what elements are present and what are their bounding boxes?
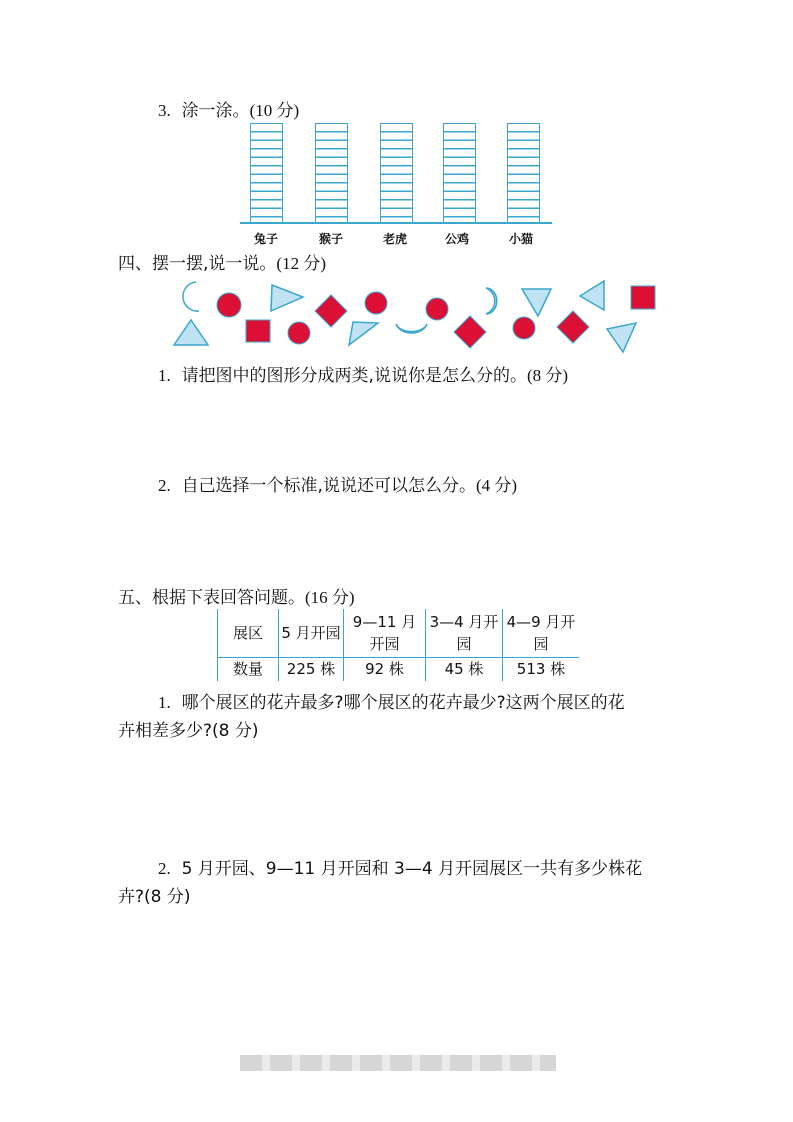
crescent-shape [396,324,427,333]
s5q1-line2: 卉相差多少?(8 分) [118,721,259,741]
circle-shape [426,298,448,320]
blurred-footer-watermark [240,1055,556,1071]
s4q2-score: (4 分) [475,476,518,495]
s5q2-number: 2. [158,859,171,878]
table-cell: 数量 [218,657,279,681]
table-cell: 225 株 [279,657,344,681]
s4q1-score: (8 分) [526,366,569,385]
circle-shape [288,322,310,344]
shapes-figure [0,0,793,370]
square-shape [246,320,270,342]
chart-label: 公鸡 [445,232,470,246]
table-cell: 45 株 [426,657,503,681]
chart-label: 小猫 [509,232,534,246]
diamond-shape [315,295,347,327]
chart-label: 猴子 [319,232,344,246]
triangle-shape [271,285,303,311]
s4-question2 [158,475,517,497]
table-header-row [218,609,580,657]
table-row [218,657,580,681]
triangle-shape [174,320,208,345]
s4-question1 [158,365,568,387]
s5q1-line1: 哪个展区的花卉最多?哪个展区的花卉最少?这两个展区的花 [181,693,625,713]
crescent-shape [183,282,199,311]
s5q2-line2: 卉?(8 分) [118,887,191,907]
square-shape [631,286,655,309]
s5-question1 [118,689,625,745]
circle-shape [513,317,535,339]
s4q2-text: 自己选择一个标准,说说还可以怎么分。 [181,476,476,496]
s5q1-number: 1. [158,693,171,712]
diamond-shape [557,311,589,343]
section5-title: 五、根据下表回答问题。 [118,588,305,608]
s4q2-number: 2. [158,476,171,495]
table-cell: 4—9 月开园 [503,609,580,657]
section4-title: 四、摆一摆,说一说。 [118,254,277,274]
triangle-shape [607,323,636,352]
triangle-shape [580,281,604,310]
s4q1-text: 请把图中的图形分成两类,说说你是怎么分的。 [181,366,527,386]
flower-table [217,609,579,681]
circle-shape [365,292,387,314]
diamond-shape [454,316,486,348]
chart-label: 老虎 [383,232,408,246]
triangle-shape [349,322,378,345]
table-cell: 展区 [218,609,279,657]
section4-score: (12 分) [276,254,326,273]
table-cell: 9—11 月开园 [344,609,426,657]
circle-shape [217,293,241,317]
section5-score: (16 分) [305,588,355,607]
q3-number: 3. [158,101,171,120]
q3-text: 涂一涂。 [181,101,250,121]
triangle-shape [522,289,551,316]
table-cell: 5 月开园 [279,609,344,657]
crescent-shape [486,288,497,314]
s4q1-number: 1. [158,366,171,385]
table-cell: 92 株 [344,657,426,681]
table-cell: 3—4 月开园 [426,609,503,657]
table-cell: 513 株 [503,657,580,681]
q3-score: (10 分) [249,101,300,120]
chart-label: 兔子 [254,232,279,246]
section5-heading [118,587,355,609]
s5q2-line1: 5 月开园、9—11 月开园和 3—4 月开园展区一共有多少株花 [181,859,643,879]
s5-question2 [118,855,642,911]
